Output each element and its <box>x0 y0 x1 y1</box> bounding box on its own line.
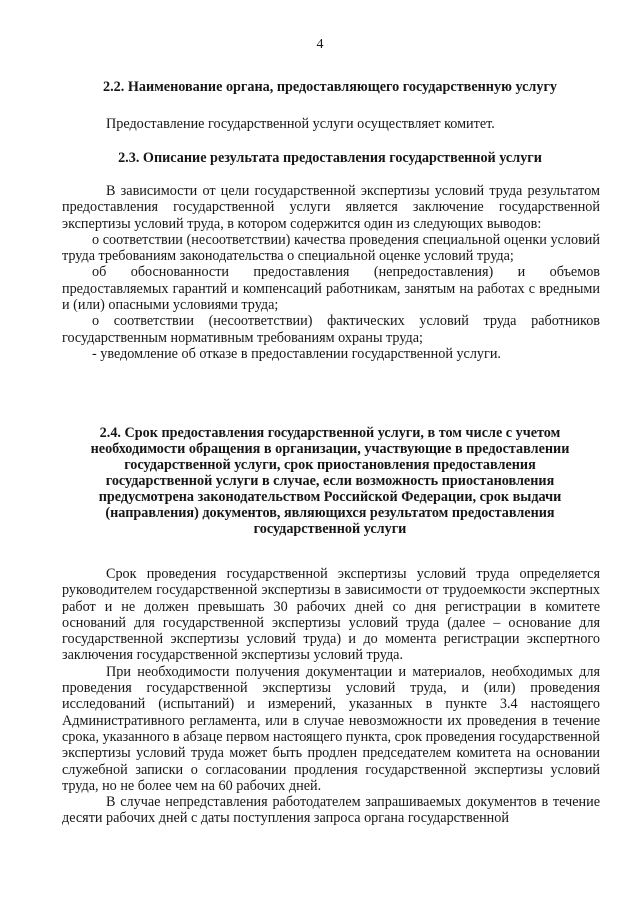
section-2-3-body <box>62 183 600 362</box>
paragraph: В случае непредставления работодателем запрашиваемых документов в течение десяти рабочих дней с даты поступления запроса органа государственной <box>62 794 600 827</box>
paragraph: Срок проведения государственной экспертизы условий труда определяется руководителем государственной экспертизы в зависимости от трудоемкости экспертных работ и не должен превышать 30 рабочих дней со дня регистрации в комитете оснований для государственной экспертизы условий труда (далее – основание для государственной экспертизы условий труда) и до момента регистрации экспертного заключения государственной экспертизы условий труда. <box>62 566 600 664</box>
list-item: об обоснованности предоставления (непредоставления) и объемов предоставляемых гарантий и компенсаций работникам, занятым на работах с вредными и (или) опасными условиями труда; <box>62 264 600 314</box>
paragraph: При необходимости получения документации и материалов, необходимых для проведения государственной экспертизы условий труда, и (или) проведения исследований (испытаний) и измерений, указанных в пункте 3.4 настоящего Административного регламента, или в случае невозможности их проведения в течение срока, указанного в абзаце первом настоящего пункта, срок проведения государственной экспертизы условий труда может быть продлен председателем комитета на основании служебной записки о согласовании продления государственной экспертизы условий труда, но не более чем на 60 рабочих дней. <box>62 663 600 794</box>
paragraph: Предоставление государственной услуги осуществляет комитет. <box>106 116 495 132</box>
list-item: - уведомление об отказе в предоставлении государственной услуги. <box>92 345 501 362</box>
page-number: 4 <box>316 37 324 52</box>
section-2-4-body <box>62 566 600 827</box>
paragraph: В зависимости от цели государственной экспертизы условий труда результатом предоставления государственной услуги является заключение государственной экспертизы условий труда, в котором содержится один из следующих выводов: <box>62 183 600 232</box>
section-2-2-heading: 2.2. Наименование органа, предоставляющего государственную услугу <box>102 79 558 95</box>
section-2-4-heading: 2.4. Срок предоставления государственной услуги, в том числе с учетом необходимости обращения в организации, участвующие в предоставлении государственной услуги, срок приостановления предоставления государственной услуги в случае, если возможность приостановления предусмотрена законодательством Российской Федерации, срок выдачи (направления) документов, являющихся результатом предоставления государственной услуги <box>90 425 570 537</box>
list-item: о соответствии (несоответствии) качества проведения специальной оценки условий труда требованиям законодательства о специальной оценке условий труда; <box>62 231 600 265</box>
section-2-2-body <box>62 116 600 132</box>
list-item: о соответствии (несоответствии) фактических условий труда работников государственным нормативным требованиям охраны труда; <box>62 313 600 346</box>
section-2-3-heading: 2.3. Описание результата предоставления государственной услуги <box>118 150 542 166</box>
